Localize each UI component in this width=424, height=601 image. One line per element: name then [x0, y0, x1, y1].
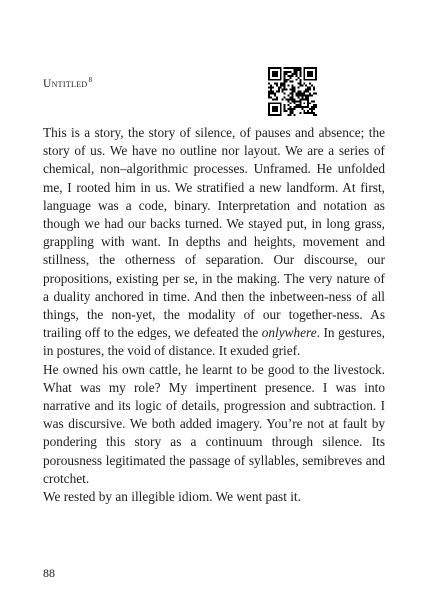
- footnote-mark: 8: [88, 76, 93, 84]
- qr-code-icon[interactable]: [268, 67, 317, 116]
- paragraph-text: . In gestures, in postures, the void of distance. It exuded grief.: [43, 325, 385, 359]
- paragraph: He owned his own cattle, he learnt to be good to the livestock. What was my role? My impertinent presence. I was into narrative and its logic of details, progression and subtraction. I was discursive. We both added imagery. You’re not at fault by pondering this story as a continuum through silence. Its porousness legitimated the passage of syllables, semibreves and crotchet.: [43, 361, 385, 486]
- paragraph-text: This is a story, the story of silence, of pauses and absence; the story of us. We have no outline nor layout. We are a series of chemical, non–algorithmic processes. Unframed. He unfolded me, I rooted him in us. We stratified a new landform. At first, language was a code, binary. Interpretation and notation as though we had our backs turned. We stayed put, in long grass, grappling with want. In depths and heights, movement and stillness, the otherness of separation. Our discourse, our propositions, existing per se, in the making. The very nature of a duality anchored in time. And then the inbetween-ness of all things, the non-yet, the modality of our together-ness. As trailing off to the edges, we defeated the: [43, 125, 385, 341]
- italic-word: onlywhere: [261, 325, 317, 341]
- paragraph: [43, 124, 385, 361]
- page-number: 88: [43, 566, 55, 580]
- title-text: Untitled: [43, 77, 88, 90]
- page-title: [43, 76, 92, 90]
- body-text: [43, 124, 385, 506]
- paragraph: We rested by an illegible idiom. We went past it.: [43, 489, 301, 505]
